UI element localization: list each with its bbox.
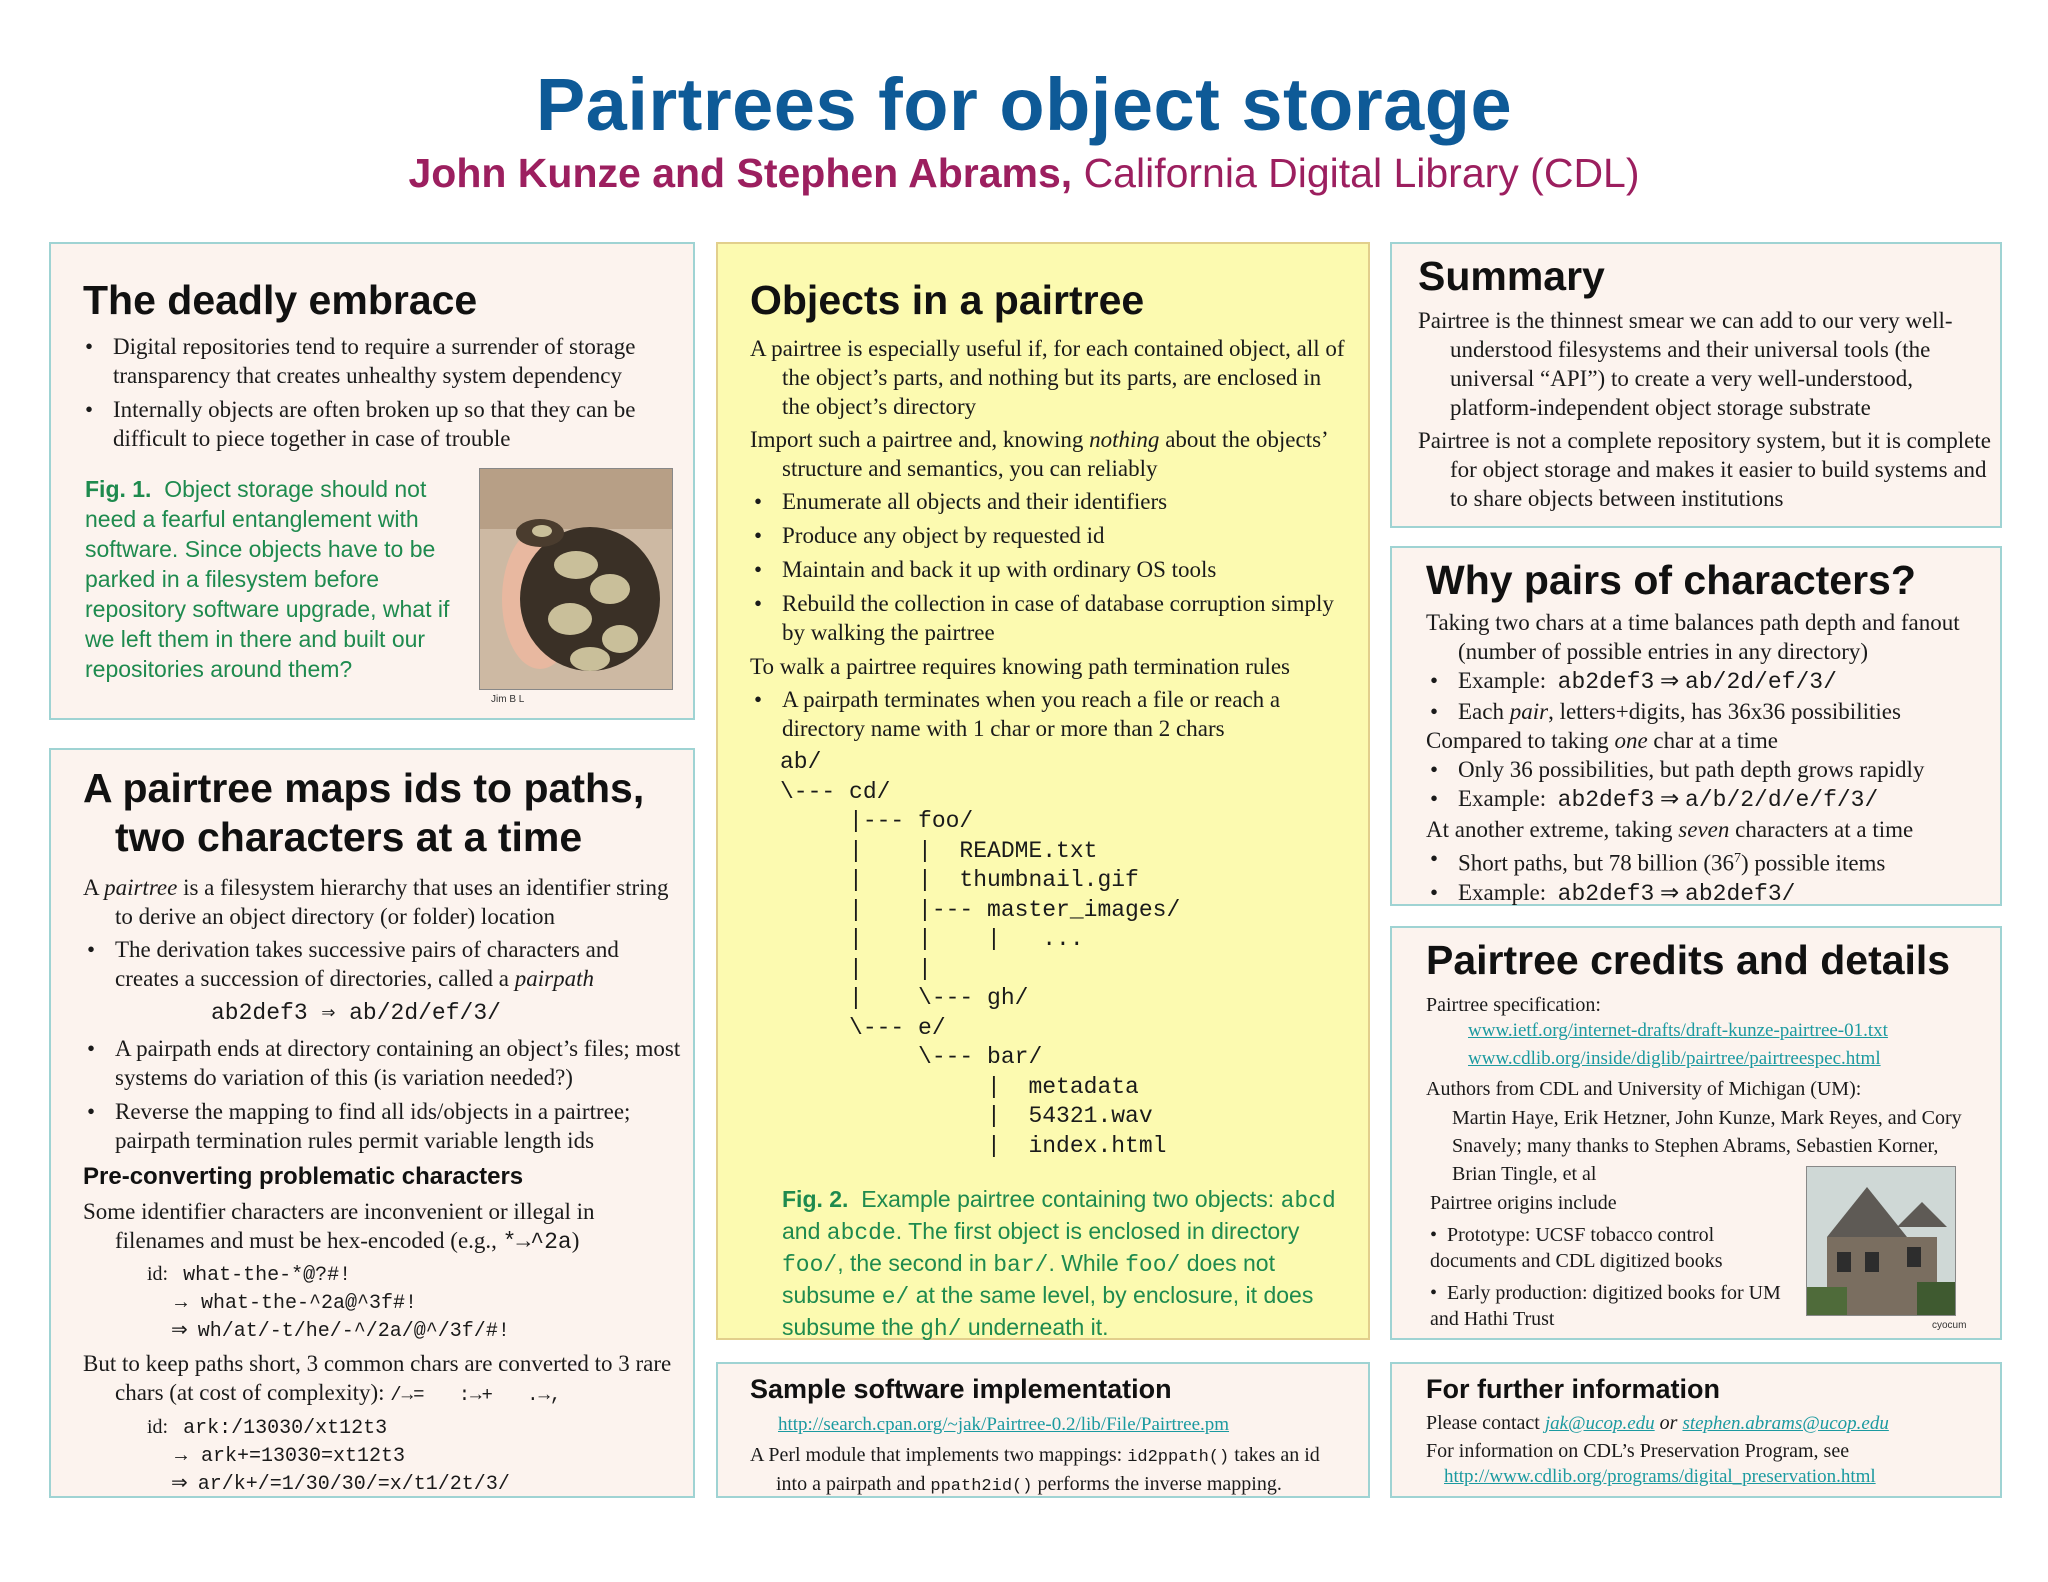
id-example-1 xyxy=(83,1261,683,1345)
credits-panel xyxy=(1390,926,2002,1340)
deadly-embrace-panel xyxy=(49,242,695,720)
list-item: • Rebuild the collection in case of database corruption simply by walking the pairtree xyxy=(750,589,1350,647)
list-item xyxy=(1426,697,1996,726)
list-item: • Produce any object by requested id xyxy=(750,521,1350,550)
origins-item: Early production: digitized books for UM and Hathi Trust xyxy=(1430,1282,1781,1330)
objects-p2 xyxy=(750,425,1350,483)
pc-text: Some identifier characters are inconvenient or illegal in filenames and must be hex-encoded (e.g., xyxy=(83,1199,595,1253)
fig1-text: Object storage should not need a fearful entanglement with software. Since objects have to be parked in a filesystem before repository software upgrade, what if we left them in there and built our repositories around them? xyxy=(85,476,450,682)
why-bullets-2 xyxy=(1426,755,1996,815)
list-item: • Digital repositories tend to require a surrender of storage transparency that creates unhealthy system dependency xyxy=(81,332,671,390)
list-item: • Prototype: UCSF tobacco control documents and CDL digitized books xyxy=(1430,1224,1723,1272)
fig1-photo-credit: Jim B L xyxy=(491,694,525,705)
or-text: or xyxy=(1659,1412,1678,1434)
example-path: ab2def3/ xyxy=(1685,880,1796,907)
list-item: • A pairpath terminates when you reach a file or reach a directory name with 1 char or more than 2 chars xyxy=(750,685,1350,743)
origins-label: Pairtree origins include xyxy=(1430,1192,1617,1214)
example-arrow: ⇒ xyxy=(1660,879,1680,905)
example-id: ab2def3 xyxy=(1557,880,1655,907)
intro-emphasis: pairtree xyxy=(104,875,178,900)
id-step-line xyxy=(147,1442,683,1470)
contact-text: Please contact xyxy=(1426,1412,1540,1434)
pc-code: *→^2a xyxy=(502,1229,572,1255)
pairtree-maps-heading xyxy=(83,764,693,862)
fig2-code: bar/ xyxy=(993,1252,1049,1278)
software-code: id2ppath() xyxy=(1127,1448,1230,1467)
example-label: Example: xyxy=(1458,786,1547,811)
list-item xyxy=(1426,844,1996,878)
affiliation: California Digital Library (CDL) xyxy=(1083,150,1640,196)
id-value: what-the-*@?#! xyxy=(183,1264,352,1287)
example-arrow: ⇒ xyxy=(1660,786,1680,811)
maps-bullets-1 xyxy=(83,935,683,993)
software-panel xyxy=(716,1362,1370,1498)
fig2-code: abcde xyxy=(826,1220,896,1246)
list-item: • A pairpath ends at directory containing an object’s files; most systems do variation of this (is variation needed?) xyxy=(83,1034,683,1092)
credits-authors-label: Authors from CDL and University of Michigan (UM): xyxy=(1426,1078,1862,1100)
fig2-label: Fig. 2. xyxy=(782,1186,849,1212)
why-pairs-heading: Why pairs of characters? xyxy=(1426,557,1916,603)
software-t3: performs the inverse mapping. xyxy=(1037,1473,1282,1495)
example-path: a/b/2/d/e/f/3/ xyxy=(1685,787,1879,813)
credits-heading: Pairtree credits and details xyxy=(1426,937,1951,983)
ietf-draft-link[interactable]: www.ietf.org/internet-drafts/draft-kunze-pairtree-01.txt xyxy=(1468,1020,1888,1041)
why-p1: Taking two chars at a time balances path depth and fanout (number of possible entries in any directory) xyxy=(1426,610,1960,664)
list-item: • Enumerate all objects and their identifiers xyxy=(750,487,1350,516)
why-bullets-3 xyxy=(1426,844,1996,909)
fig2-caption xyxy=(782,1184,1352,1344)
fig2-text: . The first object is enclosed in directory xyxy=(895,1218,1300,1244)
b5-post: ) possible items xyxy=(1741,850,1886,876)
author-names: John Kunze and Stephen Abrams, xyxy=(408,150,1073,196)
fig2-text: . While xyxy=(1048,1250,1119,1276)
origins-item: Prototype: UCSF tobacco control documents and CDL digitized books xyxy=(1430,1224,1723,1272)
pairtree-maps-panel xyxy=(49,748,695,1498)
p2-pre: Import such a pairtree and, knowing xyxy=(750,427,1084,452)
deadly-embrace-bullets xyxy=(81,332,671,458)
objects-p1: A pairtree is especially useful if, for each contained object, all of the object’s parts, and nothing but its parts, are enclosed in the object’s directory xyxy=(750,336,1345,419)
deadly-embrace-heading: The deadly embrace xyxy=(83,277,478,323)
example-id: ab2def3 xyxy=(1557,787,1655,813)
summary-body xyxy=(1418,306,1996,517)
example-path: ab/2d/ef/3/ xyxy=(1685,669,1837,695)
objects-p3: To walk a pairtree requires knowing path termination rules xyxy=(750,654,1290,679)
cdlib-spec-link[interactable]: www.cdlib.org/inside/diglib/pairtree/pairtreespec.html xyxy=(1468,1048,1881,1069)
further-info-heading: For further information xyxy=(1426,1374,1720,1404)
list-item: • Early production: digitized books for UM and Hathi Trust xyxy=(1430,1282,1781,1330)
list-item: • Reverse the mapping to find all ids/objects in a pairtree; pairpath termination rules permit variable length ids xyxy=(83,1097,683,1155)
cpan-link[interactable]: http://search.cpan.org/~jak/Pairtree-0.2/lib/File/Pairtree.pm xyxy=(778,1414,1230,1435)
fig2-code: foo/ xyxy=(1125,1252,1181,1278)
objects-body xyxy=(750,334,1350,1161)
fig2-text: at the same level, by enclosure, it does subsume the xyxy=(782,1282,1314,1340)
credits-origins xyxy=(1430,1190,1790,1332)
example-arrow: ⇒ xyxy=(1660,668,1680,693)
software-t2: takes an id into a pairpath and xyxy=(776,1444,1320,1495)
objects-bullets-2 xyxy=(750,685,1350,743)
id-example-2 xyxy=(83,1414,683,1498)
poster-authors xyxy=(0,150,2048,197)
p2-pre: Compared to taking xyxy=(1426,728,1609,753)
path-arrow: ⇒ xyxy=(171,1319,188,1341)
b5-pre: Short paths, but 78 billion (36 xyxy=(1458,850,1734,876)
credits-authors: Martin Haye, Erik Hetzner, John Kunze, Mark Reyes, and Cory Snavely; many thanks to Stephen Abrams, Sebastien Korner, Brian Tingle, et al xyxy=(1452,1107,1962,1185)
b2-post: , letters+digits, has 36x36 possibilities xyxy=(1548,699,1901,724)
heading-line-1: A pairtree maps ids to paths, xyxy=(83,765,645,811)
objects-bullets xyxy=(750,487,1350,647)
summary-panel xyxy=(1390,242,2002,528)
preconverting-subheading: Pre-converting problematic characters xyxy=(83,1163,524,1190)
keep-short-text xyxy=(83,1349,683,1410)
intro-post: is a filesystem hierarchy that uses an identifier string to derive an object directory (or folder) location xyxy=(115,875,669,929)
why-p2 xyxy=(1426,726,1996,755)
b2-pre: Each xyxy=(1458,699,1504,724)
objects-panel xyxy=(716,242,1370,1340)
preconverting-text xyxy=(83,1197,683,1257)
house-illustration xyxy=(1807,1167,1956,1316)
software-text xyxy=(750,1442,1354,1500)
summary-p1: Pairtree is the thinnest smear we can add to our very well-understood filesystems and their universal tools (the universal “API”) to create a very well-understood, platform-independent object storage substrate xyxy=(1418,308,1953,420)
id-step-value: what-the-^2a@^3f#! xyxy=(201,1292,418,1315)
program-line: For information on CDL’s Preservation Program, see xyxy=(1426,1440,1850,1462)
p2-post: char at a time xyxy=(1653,728,1778,753)
list-item xyxy=(83,935,683,993)
why-p3 xyxy=(1426,815,1996,844)
why-pairs-panel xyxy=(1390,546,2002,906)
snake-photo xyxy=(479,468,673,690)
step-arrow: → xyxy=(171,1291,191,1313)
b2-emphasis: pair xyxy=(1509,699,1549,724)
id-path-line xyxy=(147,1470,683,1498)
b5-superscript: 7 xyxy=(1734,851,1741,866)
email-link[interactable]: stephen.abrams@ucop.edu xyxy=(1682,1413,1889,1434)
fig1-label: Fig. 1. xyxy=(85,476,152,502)
snake-illustration xyxy=(480,469,673,690)
p3-post: characters at a time xyxy=(1735,817,1914,842)
software-heading: Sample software implementation xyxy=(750,1374,1172,1404)
why-bullets-1 xyxy=(1426,666,1996,726)
list-item xyxy=(1426,878,1996,909)
example-path: ab/2d/ef/3/ xyxy=(349,1000,501,1026)
maps-example xyxy=(83,998,683,1028)
fig2-code: foo/ xyxy=(782,1252,838,1278)
house-photo xyxy=(1806,1166,1956,1316)
id-value: ark:/13030/xt12t3 xyxy=(183,1417,388,1440)
pc-close: ) xyxy=(571,1228,580,1253)
list-item: • Internally objects are often broken up so that they can be difficult to piece together in case of trouble xyxy=(81,395,671,453)
maps-intro xyxy=(83,873,683,931)
fig2-text: , the second in xyxy=(837,1250,987,1276)
fig2-text: does not subsume xyxy=(782,1250,1275,1308)
id-label: id: xyxy=(147,1416,169,1438)
pairtree-directory-listing: ab/ \--- cd/ |--- foo/ | | README.txt | | thumbnail.gif | |--- master_images/ | | | ... | | | \--- gh/ \--- e/ \--- bar/ | metadata | 54321.wav | index.html xyxy=(780,749,1181,1159)
poster-title: Pairtrees for object storage xyxy=(535,63,1513,146)
list-item: • Only 36 possibilities, but path depth grows rapidly xyxy=(1426,755,1996,784)
example-label: Example: xyxy=(1458,879,1547,905)
p2-emphasis: one xyxy=(1614,728,1648,753)
maps-bullets-2 xyxy=(83,1034,683,1155)
fig2-code: abcd xyxy=(1280,1188,1336,1214)
example-arrow: ⇒ xyxy=(321,1000,336,1026)
keep-text: But to keep paths short, 3 common chars are converted to 3 rare chars (at cost of complexity): xyxy=(83,1351,672,1405)
house-photo-credit: cyocum xyxy=(1932,1320,1967,1331)
fig1-caption xyxy=(85,474,475,684)
step-arrow: → xyxy=(171,1444,191,1466)
id-step-value: ark+=13030=xt12t3 xyxy=(201,1445,406,1468)
summary-heading: Summary xyxy=(1418,253,1605,299)
p3-emphasis: seven xyxy=(1678,817,1730,842)
id-step-line xyxy=(147,1289,683,1317)
list-item xyxy=(1426,666,1996,697)
p2-emphasis: nothing xyxy=(1089,427,1160,452)
contact-line xyxy=(1426,1410,1996,1437)
b1-text: The derivation takes successive pairs of characters and creates a succession of directories, called a xyxy=(115,937,619,991)
fig2-text: Example pairtree containing two objects: xyxy=(861,1186,1275,1212)
id-path-line xyxy=(147,1317,683,1345)
id-line xyxy=(147,1414,683,1442)
fig2-text: and xyxy=(782,1218,821,1244)
preservation-program-link[interactable]: http://www.cdlib.org/programs/digital_preservation.html xyxy=(1444,1466,1876,1487)
credits-spec-label: Pairtree specification: xyxy=(1426,994,1601,1016)
intro-pre: A xyxy=(83,875,99,900)
summary-p2: Pairtree is not a complete repository system, but it is complete for object storage and makes it easier to build systems and to share objects between institutions xyxy=(1418,428,1991,511)
list-item: • Maintain and back it up with ordinary OS tools xyxy=(750,555,1350,584)
why-pairs-body xyxy=(1426,608,1996,909)
keep-map: /→= :→+ .→, xyxy=(390,1384,562,1406)
example-id: ab2def3 xyxy=(211,1000,308,1026)
software-code: ppath2id() xyxy=(930,1477,1033,1496)
path-arrow: ⇒ xyxy=(171,1472,188,1494)
fig2-code: gh/ xyxy=(920,1316,962,1342)
pairtree-maps-body xyxy=(83,873,683,1498)
id-line xyxy=(147,1261,683,1289)
software-t1: A Perl module that implements two mappings: xyxy=(750,1444,1123,1466)
id-label: id: xyxy=(147,1263,169,1285)
fig2-code: e/ xyxy=(881,1284,910,1310)
email-link[interactable]: jak@ucop.edu xyxy=(1544,1413,1655,1434)
id-path-value: wh/at/-t/he/-^/2a/@^/3f/#! xyxy=(197,1320,510,1343)
id-path-value: ar/k+/=1/30/30/=x/t1/2t/3/ xyxy=(197,1473,510,1496)
objects-heading: Objects in a pairtree xyxy=(750,277,1145,323)
p3-pre: At another extreme, taking xyxy=(1426,817,1673,842)
example-label: Example: xyxy=(1458,668,1547,693)
heading-line-2: two characters at a time xyxy=(115,814,583,861)
list-item xyxy=(1426,784,1996,815)
b1-emphasis: pairpath xyxy=(514,966,594,991)
fig2-text: underneath it. xyxy=(967,1314,1109,1340)
example-id: ab2def3 xyxy=(1557,669,1655,695)
further-info-panel xyxy=(1390,1362,2002,1498)
p2-post: about the objects’ structure and semantics, you can reliably xyxy=(782,427,1327,481)
